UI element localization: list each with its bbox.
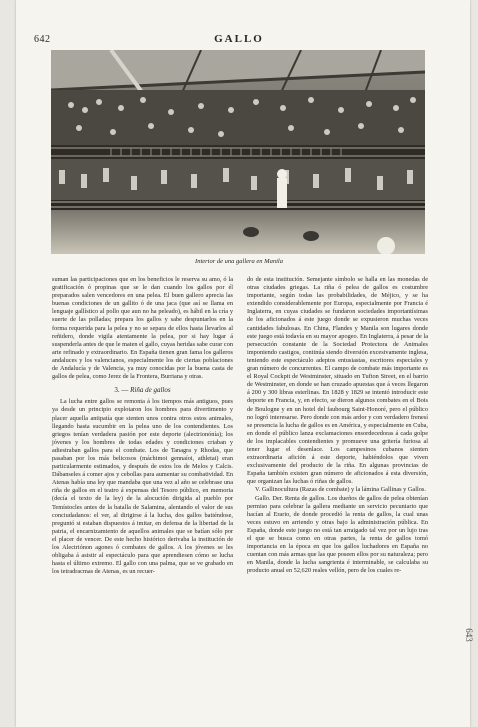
section-heading: 3. — Riña de gallos	[114, 386, 171, 395]
arena-photo-drawing	[51, 50, 425, 254]
cockfight-arena-photo	[51, 50, 425, 254]
left-paragraph-2: La lucha entre gallos se remonta á los tiempos más antiguos, pues ya desde un principio explotaron los hombres para divertimento y placer aquella antipatía que sienten unos contra otros estos animales, llegando hasta sucumbir en la pelea uno de los contendientes. Los griegos tenían verdadera pasión por este deporte (alectrionónía); los jóvenes y los hombres de todas edades y condiciones criaban y adiestraban gallos para el combate. Los de Tanagra y Rhodas, que pasaban por los más belicosos (máchimoi gennaíoi, athletai) eran particularmente estimados, y después de estos los de Melos y Calcis. Dábanseles á comer ajos y cebollas para aumentar su combatividad. En Atenas había una ley que mandaba que una vez al año se celebrase una riña de gallos en el teatro á expensas del Tesoro público, en memoria (decía el texto de la ley) de la alocución dirigida al pueblo por Temístocles antes de la batalla de Salamina, alentando el valor de sus conciudadanos: el ver, al dirigirse á la lucha, dos gallos batiéndose, preguntó si estaban dispuestos á imitar, en defensa de la libertad de la patria, el encarnizamiento de aquellos animales que se batían sólo por el placer de vencer. De este hecho histórico derivaba la institución de los Alectriónon agones ó combates de gallos. A los jóvenes se les obligaba á asistir al espectáculo para que aprendiesen cómo se lucha hasta el último extremo. El gallo con una palma, que se ve grabado en los tetradracmas de Atenas, es un recuer-	[52, 398, 233, 576]
figure-caption: Interior de una gallera en Manila	[195, 258, 283, 265]
running-head: GALLO	[214, 33, 264, 45]
right-column	[247, 276, 428, 575]
page-number: 642	[34, 34, 51, 45]
left-column	[52, 276, 233, 576]
right-paragraph-1: do de esta institución. Semejante símbolo se halla en las monedas de otras ciudades griegas. La riña ó pelea de gallos es costumbre importante, según todas las probabilidades, de Méjico, y se ha extendido considerablemente por Europa, especialmente por Francia é Inglaterra, en cuyas ciudades se fundaron sociedades importantísimas de los aficionados á este juego donde se expusieron muchas veces cantidades fabulosas. En China, Flandes y Manila son lugares donde este juego está todavía en su mayor apogeo. En Inglaterra, á pesar de la persecución constante de la Sociedad Protectora de Animales imponiendo castigos, continúa siendo diversión excesivamente inglesa, teniendo este espectáculo adeptos entusiastas, escritores especiales y gran número de concurrentes. El campo de combate más importante es el Royal Cockpit de Westminster, situado en Tufton Street, en el barrio de Westminster, en donde se han cruzado apuestas que á veces llegaron á 200 y 300 libras esterlinas. En 1828 y 1829 se intentó introducir este deporte en Francia, y, en efecto, se dieron algunos combates en el Bois de Boulogne y en un hotel del faubourg Saint-Honoré, pero el público no logró interesarse. Pero donde con más ardor y con verdadero frenesí se presencia la lucha de gallos es en América, y especialmente en Cuba, en donde el público lanza exclamaciones ensordecedoras á cada golpe de los implacables contendientes y promueve una gritería furiosa al tener lugar el desenlace. Los campesinos cubanos sienten extraordinaria afición á este deporte, habiéndolos que viven exclusivamente del producto de la riña. En algunas provincias de España también existen gran número de aficionados á esta diversión, que organizan las luchas ó riñas de gallos.	[247, 276, 428, 486]
left-paragraph-1: suman las participaciones que en los beneficios le reserva su amo, ó la gratificación ó propinas que se le dan cuando los gallos por él preparados salen vencedores en una pelea. El buen gallero aprecia las buenas condiciones de un gallito ó de una jaca (que así se llama en lenguaje gallístico al pollo que aun no ha peleado), es hábil en la cría y suerte de las polladas; prepara los gallos y sabe despuntarlos en la forma requerida para la pelea y no se separa de ellos hasta llevarlos al reñidero, donde vigila atentamente la pelea, por si hay lugar á suspenderla antes de que le maten el gallo, cuyas heridas sabe curar con arte refinado y extraordinario. En España tienen gran fama los galleros andaluces y los valencianos, especialmente los de ciertas poblaciones de Andalucía y de Valencia, ya muy conocidas por la buena casta de gallos de pelea, como Jerez de la Frontera, Burriana y otras.	[52, 276, 233, 381]
spine-mark: 643	[463, 628, 474, 642]
right-paragraph-2: V. Gallinocultura (Razas de combate) y la lámina Gallinas y Gallos.	[255, 486, 426, 494]
section-number: 3.	[114, 386, 120, 395]
section-title: Riña de gallos	[130, 386, 171, 395]
right-paragraph-3: Gallo. Der. Renta de gallos. Los dueños de gallos de pelea obtenían permiso para celebrar la gallera mediante un servicio pecuniario que hacían al Erario, de donde procedió la renta de gallos, la cual unas veces estuvo en arriendo y otras bajo la administración pública. En España, donde este juego no está tan arraigado tal vez por un lujo tras el que se busca como en otras partes, la renta de gallos tomó importancia en la época en que los gallos luchadores en España no cuentan con más armas que las que poseen ellos por su naturaleza; pero en Manila, donde la lucha sangrienta é interminable, se calculaba su producto anual en 52,620 reales vellón, pero de los cuales re-	[247, 494, 428, 575]
